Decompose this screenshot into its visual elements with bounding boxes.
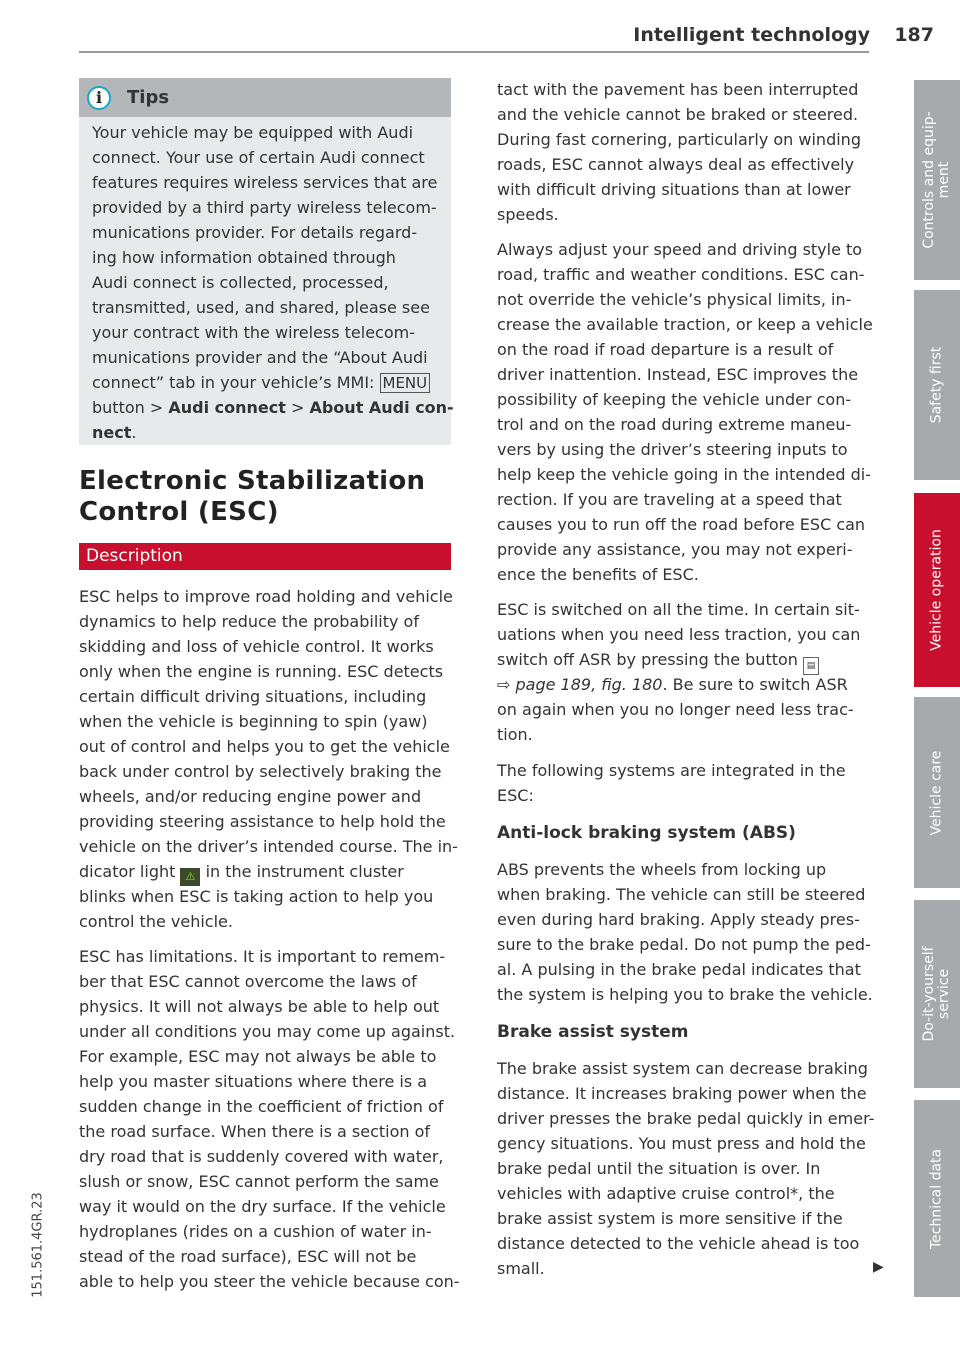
heading-brake-assist: Brake assist system — [497, 1022, 689, 1042]
text-line: providing steering assistance to help hold the — [79, 812, 446, 831]
text-line: help keep the vehicle going in the intended di- — [497, 465, 871, 484]
text-line: distance detected to the vehicle ahead is too — [497, 1234, 860, 1253]
paragraph — [497, 77, 861, 227]
text-line: brake pedal until the situation is over. In — [497, 1159, 821, 1178]
paragraph — [497, 1056, 874, 1281]
description-bar: Description — [79, 543, 451, 570]
text-line: Your vehicle may be equipped with Audi — [92, 123, 414, 142]
text-line: brake assist system is more sensitive if the — [497, 1209, 843, 1228]
text-line: dynamics to help reduce the probability of — [79, 612, 419, 631]
text-line: Always adjust your speed and driving style to — [497, 240, 863, 259]
text-line — [497, 672, 860, 697]
text-line: crease the available traction, or keep a vehicle — [497, 315, 873, 334]
header-rule — [79, 51, 869, 53]
text-line: on again when you no longer need less trac- — [497, 700, 854, 719]
text-line: wheels, and/or reducing engine power and — [79, 787, 422, 806]
text-line: only when the engine is running. ESC detects — [79, 662, 444, 681]
paragraph — [497, 237, 873, 587]
text-line: blinks when ESC is taking action to help you — [79, 887, 434, 906]
chapter-title: Intelligent technology — [633, 24, 870, 46]
page-number: 187 — [894, 24, 934, 46]
side-tab-controls[interactable] — [914, 80, 960, 280]
text-line: provide any assistance, you may not experi- — [497, 540, 853, 559]
text-segment: dicator light — [79, 862, 181, 881]
text-segment: button > — [92, 398, 169, 417]
heading-abs: Anti-lock braking system (ABS) — [497, 823, 796, 843]
text-line: out of control and helps you to get the vehicle — [79, 737, 450, 756]
text-segment: switch off ASR by pressing the button — [497, 650, 804, 669]
text-line: when braking. The vehicle can still be steered — [497, 885, 866, 904]
text-line: vehicles with adaptive cruise control*, the — [497, 1184, 835, 1203]
text-line: on the road if road departure is a result of — [497, 340, 834, 359]
text-line: munications provider and the “About Audi — [92, 348, 428, 367]
text-line: stead of the road surface), ESC will not be — [79, 1247, 417, 1266]
text-line: driver inattention. Instead, ESC improves the — [497, 365, 859, 384]
text-line: rection. If you are traveling at a speed that — [497, 490, 842, 509]
text-line: features requires wireless services that are — [92, 173, 438, 192]
text-line — [92, 420, 454, 445]
text-line: with difficult driving situations than at lower — [497, 180, 851, 199]
menu-key: MENU — [380, 373, 431, 393]
side-tab-vehicle-care[interactable] — [914, 697, 960, 888]
text-line: skidding and loss of vehicle control. It works — [79, 637, 434, 656]
text-segment: page 189, fig. 180 — [515, 675, 663, 694]
text-line: roads, ESC cannot always deal as effectively — [497, 155, 855, 174]
text-line: driver presses the brake pedal quickly in emer- — [497, 1109, 875, 1128]
side-tab-vehicle-operation[interactable] — [914, 493, 960, 687]
continue-arrow-icon: ▶ — [873, 1259, 884, 1275]
tips-text — [92, 120, 454, 445]
side-tab-label: Vehicle operation — [928, 529, 945, 651]
text-line: dry road that is suddenly covered with water, — [79, 1147, 444, 1166]
text-line: sure to the brake pedal. Do not pump the ped- — [497, 935, 871, 954]
tips-box — [79, 78, 454, 445]
text-line: able to help you steer the vehicle because con- — [79, 1272, 460, 1291]
text-line: even during hard braking. Apply steady pres- — [497, 910, 860, 929]
text-line: vers by using the driver’s steering inputs to — [497, 440, 848, 459]
asr-button-icon: ▤ — [803, 657, 819, 675]
text-segment: Audi connect — [168, 398, 286, 417]
paragraph — [497, 758, 846, 808]
text-line: distance. It increases braking power when the — [497, 1084, 867, 1103]
text-line: hydroplanes (rides on a cushion of water in- — [79, 1222, 432, 1241]
side-tab-technical[interactable] — [914, 1100, 960, 1297]
paragraph — [497, 857, 873, 1007]
text-line: the system is helping you to brake the vehicle. — [497, 985, 873, 1004]
text-line: road, traffic and weather conditions. ESC can- — [497, 265, 865, 284]
side-tab-diy[interactable] — [914, 900, 960, 1088]
text-line — [92, 370, 454, 395]
text-line: and the vehicle cannot be braked or steered. — [497, 105, 859, 124]
text-line: transmitted, used, and shared, please see — [92, 298, 430, 317]
text-line: uations when you need less traction, you can — [497, 625, 861, 644]
paragraph — [79, 944, 460, 1294]
text-line: ence the benefits of ESC. — [497, 565, 699, 584]
section-title-line: Control (ESC) — [79, 497, 279, 527]
text-line: During fast cornering, particularly on winding — [497, 130, 861, 149]
text-line: possibility of keeping the vehicle under con- — [497, 390, 852, 409]
text-line — [92, 395, 454, 420]
tips-header — [79, 78, 451, 117]
text-segment: . Be sure to switch ASR — [662, 675, 848, 694]
text-segment: nect — [92, 423, 132, 442]
section-title-line: Electronic Stabilization — [79, 466, 426, 496]
paragraph — [79, 584, 458, 934]
text-line: The brake assist system can decrease braking — [497, 1059, 868, 1078]
text-line: not override the vehicle’s physical limits, in- — [497, 290, 852, 309]
text-segment: connect” tab in your vehicle’s MMI: — [92, 373, 380, 392]
text-line: certain difficult driving situations, including — [79, 687, 427, 706]
text-line: trol and on the road during extreme maneu- — [497, 415, 852, 434]
text-segment: in the instrument cluster — [200, 862, 404, 881]
document-code: 151.561.4GR.23 — [30, 1192, 46, 1298]
text-segment: About Audi con- — [309, 398, 454, 417]
text-line: your contract with the wireless telecom- — [92, 323, 415, 342]
text-line: provided by a third party wireless telecom- — [92, 198, 437, 217]
text-line: al. A pulsing in the brake pedal indicates that — [497, 960, 861, 979]
side-tab-safety[interactable] — [914, 290, 960, 480]
side-tab-label: Vehicle care — [928, 750, 945, 835]
side-tab-label: Technical data — [928, 1148, 945, 1249]
side-tab-label: Safety first — [928, 346, 945, 424]
text-line: the road surface. When there is a section of — [79, 1122, 431, 1141]
text-line: For example, ESC may not always be able to — [79, 1047, 437, 1066]
text-line: munications provider. For details regard- — [92, 223, 418, 242]
text-line: ESC helps to improve road holding and vehicle — [79, 587, 453, 606]
text-line: way it would on the dry surface. If the vehicle — [79, 1197, 446, 1216]
text-line: ing how information obtained through — [92, 248, 396, 267]
text-line: tact with the pavement has been interrupted — [497, 80, 859, 99]
text-segment: ⇨ — [497, 675, 516, 694]
text-line: ber that ESC cannot overcome the laws of — [79, 972, 417, 991]
text-line: back under control by selectively braking the — [79, 762, 442, 781]
text-line: help you master situations where there is a — [79, 1072, 428, 1091]
text-line: The following systems are integrated in the — [497, 761, 846, 780]
text-line: Audi connect is collected, processed, — [92, 273, 389, 292]
text-line: ABS prevents the wheels from locking up — [497, 860, 827, 879]
text-line: tion. — [497, 725, 533, 744]
text-line: under all conditions you may come up against. — [79, 1022, 456, 1041]
text-line: speeds. — [497, 205, 559, 224]
text-line: gency situations. You must press and hold the — [497, 1134, 866, 1153]
text-line: connect. Your use of certain Audi connect — [92, 148, 425, 167]
esc-indicator-icon: ⚠ — [180, 868, 200, 886]
section-title — [79, 466, 425, 528]
text-line: slush or snow, ESC cannot perform the same — [79, 1172, 439, 1191]
text-line: physics. It will not always be able to help out — [79, 997, 440, 1016]
text-line: when the vehicle is beginning to spin (yaw) — [79, 712, 428, 731]
text-line: ESC has limitations. It is important to remem- — [79, 947, 446, 966]
info-icon: i — [87, 86, 111, 110]
text-segment: . — [131, 423, 137, 442]
text-line: sudden change in the coefficient of friction of — [79, 1097, 444, 1116]
paragraph — [497, 597, 860, 747]
side-tab-label: Controls and equip- ment — [921, 111, 952, 249]
text-line: small. — [497, 1259, 545, 1278]
text-line: causes you to run off the road before ESC can — [497, 515, 866, 534]
text-line: ESC: — [497, 786, 534, 805]
tips-label: Tips — [127, 87, 170, 108]
text-line — [497, 647, 860, 672]
text-segment: > — [285, 398, 310, 417]
text-line: control the vehicle. — [79, 912, 233, 931]
side-tab-label: Do-it-yourself service — [921, 946, 952, 1042]
text-line: ESC is switched on all the time. In certain sit- — [497, 600, 860, 619]
text-line — [79, 859, 458, 884]
text-line: vehicle on the driver’s intended course. The in- — [79, 837, 458, 856]
